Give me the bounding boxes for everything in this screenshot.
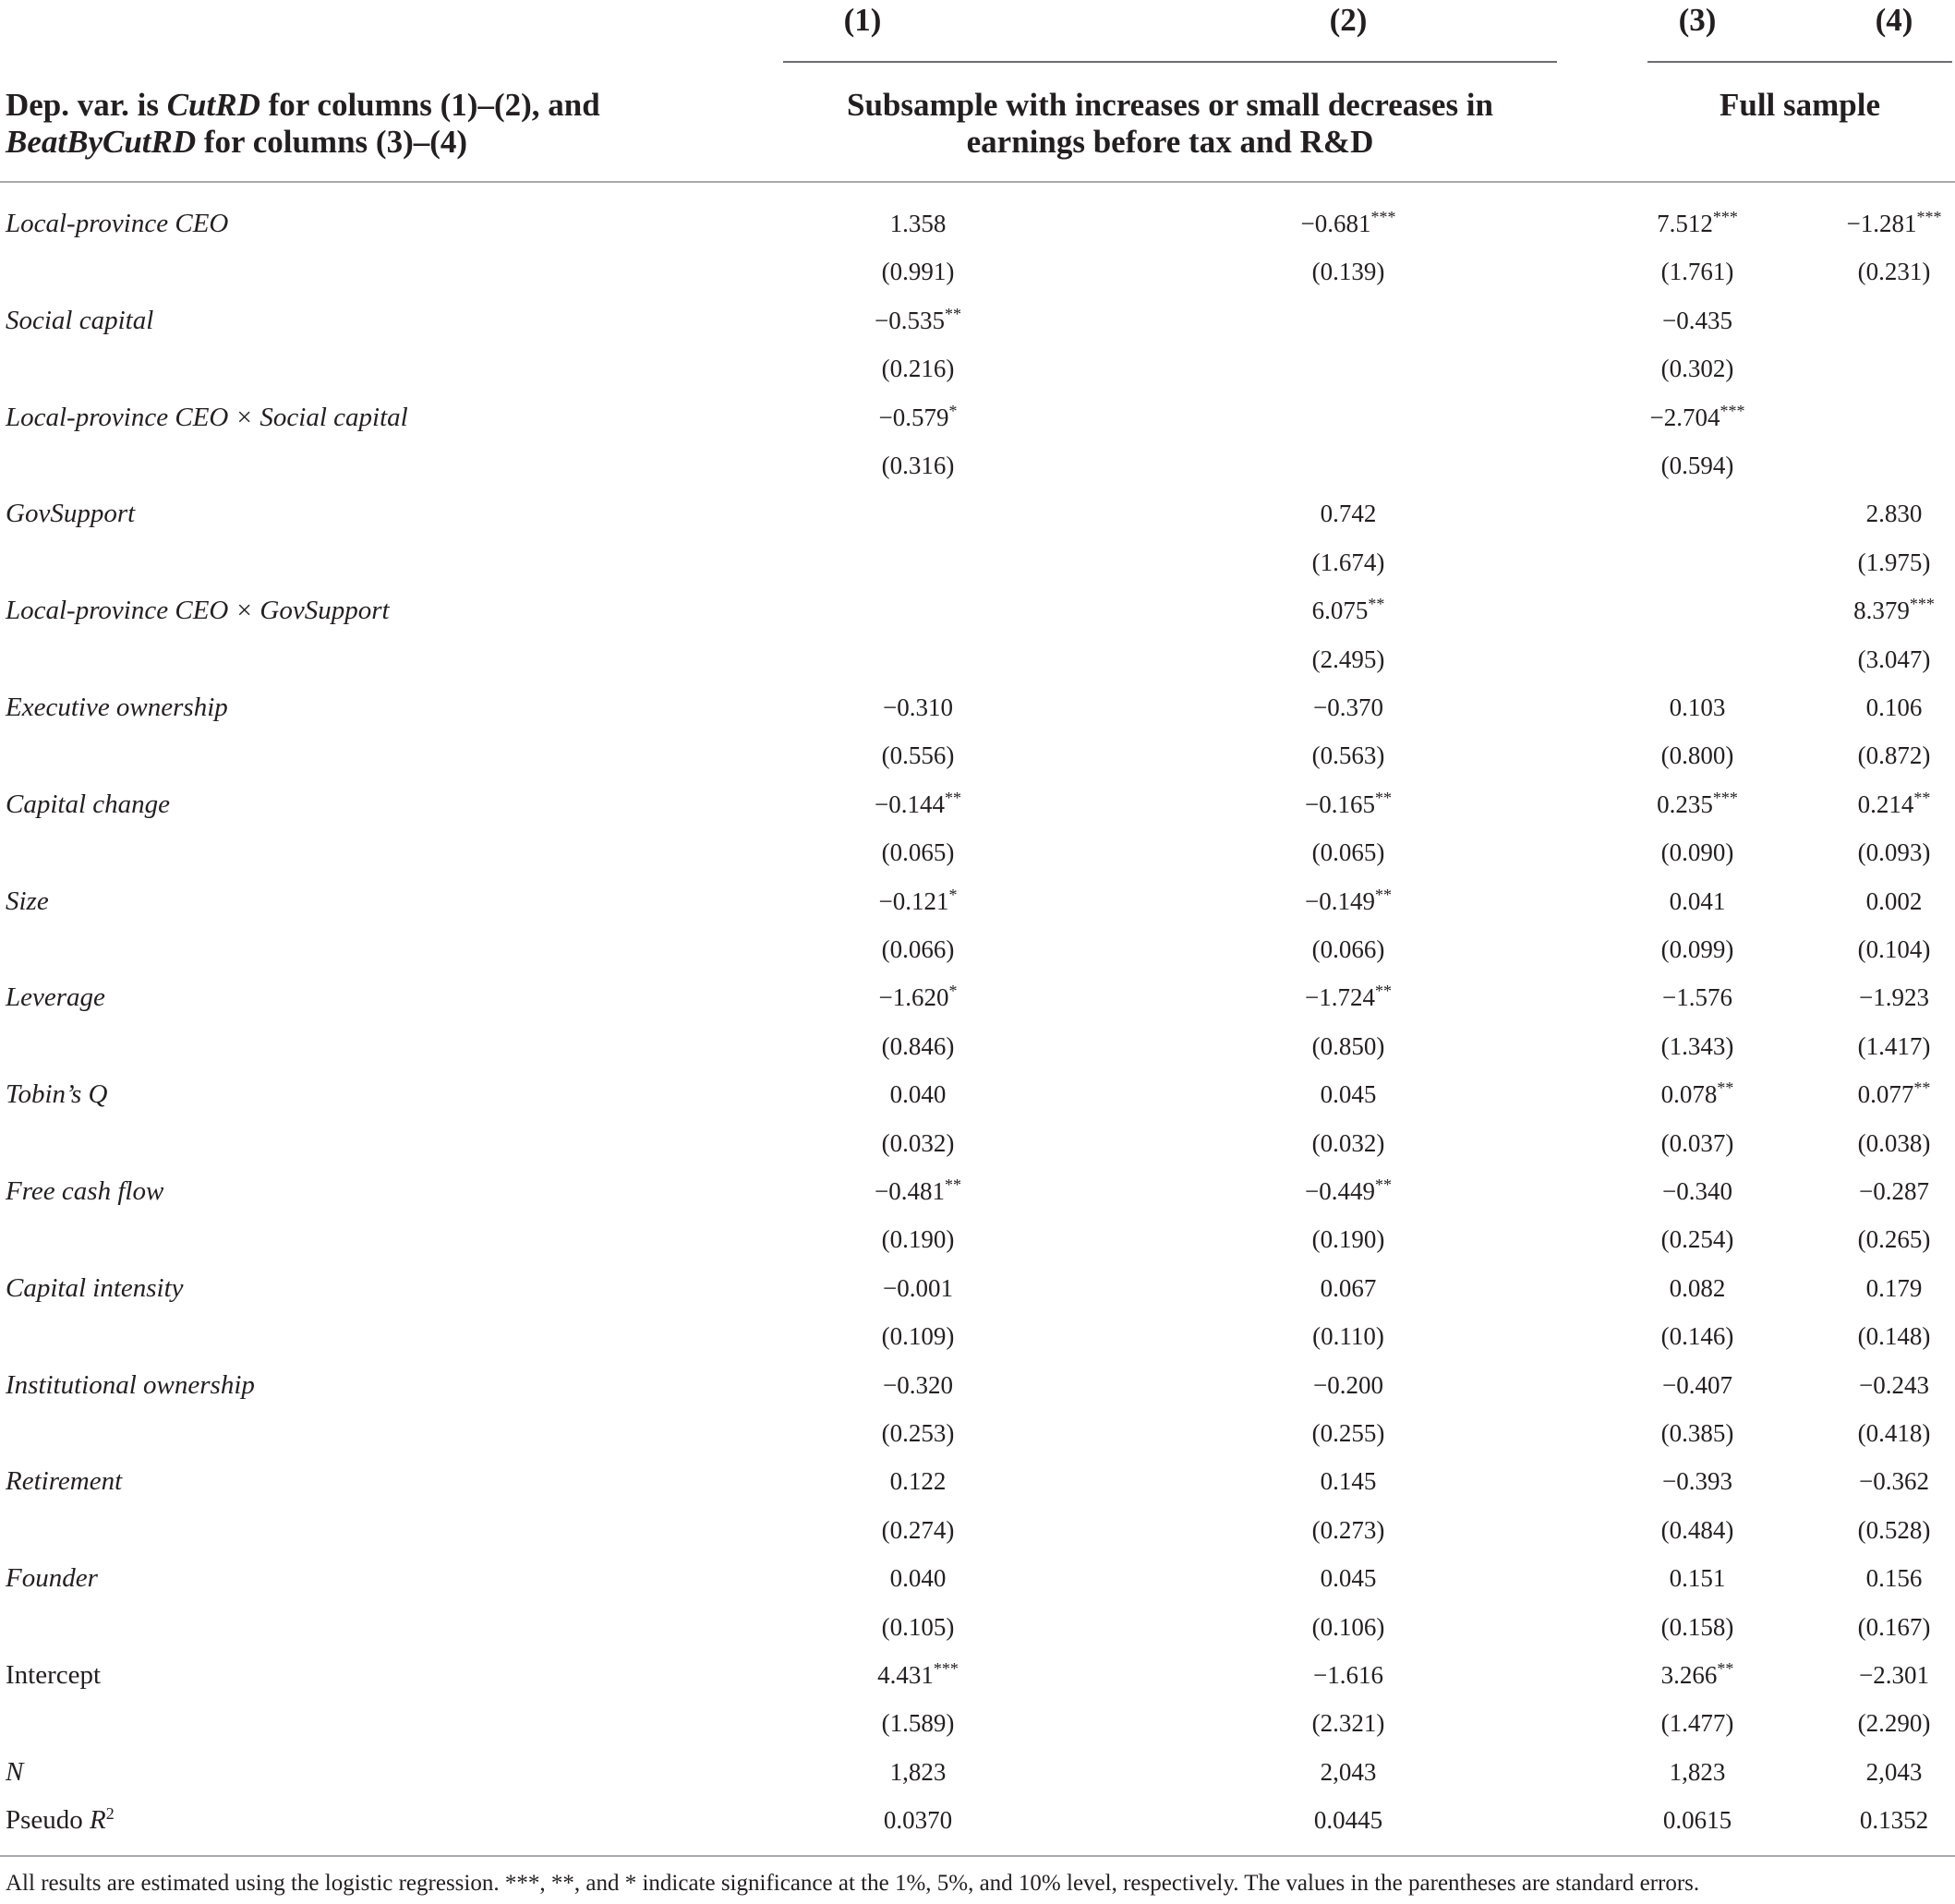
table-row	[0, 1457, 1955, 1505]
table-cell-col2: −0.149**	[1305, 885, 1392, 915]
significance-stars: ***	[1370, 208, 1396, 226]
significance-stars: **	[1717, 1659, 1734, 1678]
table-cell-col1: (0.105)	[881, 1612, 955, 1641]
table-cell-col1: −1.620*	[878, 982, 958, 1012]
row-label: Social capital	[6, 305, 154, 335]
table-row	[0, 1215, 1955, 1263]
table-cell-col1: 0.122	[889, 1467, 947, 1496]
table-row	[0, 344, 1955, 392]
table-cell-col4: (2.290)	[1857, 1709, 1931, 1738]
table-cell-col3: (1.477)	[1660, 1709, 1734, 1738]
table-cell-col4: 0.179	[1865, 1273, 1923, 1302]
table-cell-col1: 1,823	[889, 1757, 947, 1786]
table-cell-col1: (0.109)	[881, 1322, 955, 1351]
table-cell-col4: (0.528)	[1857, 1515, 1931, 1544]
table-cell-col3: 0.082	[1669, 1273, 1726, 1302]
table-cell-col3: 0.0615	[1662, 1806, 1732, 1835]
table-cell-col3: (0.158)	[1660, 1612, 1734, 1641]
table-cell-col3: (0.090)	[1660, 838, 1734, 867]
significance-stars: ***	[933, 1659, 959, 1678]
significance-stars: ***	[1916, 208, 1942, 226]
table-cell-col2: −0.200	[1313, 1370, 1383, 1399]
table-row	[0, 1796, 1955, 1844]
table-cell-col4: (0.231)	[1857, 258, 1931, 286]
table-cell-col1: −0.001	[883, 1273, 953, 1302]
table-row	[0, 877, 1955, 925]
row-label: Founder	[6, 1563, 98, 1594]
table-cell-col3: 1,823	[1669, 1757, 1726, 1786]
table-cell-col4: 2.830	[1865, 500, 1923, 528]
table-cell-col1: 1.358	[889, 210, 947, 237]
group-title-subsample: Subsample with increases or small decreases in earnings before tax and R&D	[846, 87, 1494, 160]
table-cell-col3: (1.343)	[1660, 1031, 1734, 1060]
significance-stars: **	[1913, 1079, 1931, 1098]
table-cell-col3: 3.266**	[1660, 1659, 1734, 1689]
table-cell-col3: (0.594)	[1660, 452, 1734, 479]
column-number-2: (2)	[1329, 2, 1368, 38]
table-row	[0, 586, 1955, 634]
significance-stars: ***	[1712, 788, 1738, 807]
table-cell-col2: 0.0445	[1313, 1806, 1383, 1835]
table-cell-col4: (3.047)	[1857, 645, 1931, 673]
table-row	[0, 1312, 1955, 1360]
row-label: Leverage	[6, 982, 105, 1013]
table-cell-col3: (0.484)	[1660, 1515, 1734, 1544]
significance-stars: **	[1913, 788, 1931, 807]
table-cell-col2: 0.742	[1320, 500, 1377, 528]
table-cell-col4: −2.301	[1859, 1661, 1929, 1689]
table-row	[0, 1070, 1955, 1118]
row-label: Local-province CEO × GovSupport	[6, 596, 390, 626]
row-label: Capital intensity	[6, 1272, 184, 1303]
row-label: N	[6, 1756, 24, 1787]
table-cell-col1: (0.846)	[881, 1031, 955, 1060]
row-label: Local-province CEO	[6, 209, 229, 238]
table-cell-col2: (0.032)	[1311, 1128, 1385, 1157]
significance-stars: **	[1374, 1175, 1392, 1194]
table-cell-col4: −1.281***	[1846, 208, 1942, 237]
significance-stars: **	[944, 1175, 961, 1194]
table-cell-col3: −0.393	[1662, 1467, 1732, 1496]
significance-stars: **	[1368, 595, 1385, 614]
table-cell-col4: −0.243	[1859, 1370, 1929, 1399]
table-cell-col1: (0.065)	[881, 838, 955, 867]
table-row	[0, 1506, 1955, 1554]
table-cell-col4: −0.362	[1859, 1467, 1929, 1496]
table-row	[0, 1409, 1955, 1457]
table-cell-col1: −0.579*	[878, 401, 958, 431]
table-cell-col3: 7.512***	[1657, 208, 1738, 237]
table-cell-col1: 4.431***	[877, 1659, 959, 1689]
table-cell-col3: 0.151	[1669, 1564, 1726, 1593]
significance-stars: **	[1717, 1079, 1734, 1098]
table-cell-col4: (0.148)	[1857, 1322, 1931, 1351]
table-row	[0, 925, 1955, 973]
table-cell-col1: −0.535**	[875, 304, 961, 334]
table-cell-col2: −0.165**	[1305, 788, 1392, 818]
table-cell-col1: (0.991)	[881, 258, 955, 286]
table-cell-col2: −1.724**	[1305, 982, 1392, 1012]
table-row	[0, 1022, 1955, 1070]
table-cell-col3: (0.254)	[1660, 1225, 1734, 1254]
table-row	[0, 538, 1955, 586]
table-row	[0, 1554, 1955, 1602]
table-row	[0, 1603, 1955, 1651]
table-cell-col1: (0.190)	[881, 1225, 955, 1254]
table-row	[0, 635, 1955, 683]
table-cell-col2: 0.045	[1320, 1564, 1377, 1593]
table-cell-col2: 0.045	[1320, 1080, 1377, 1109]
row-label: Tobin’s Q	[6, 1079, 108, 1110]
group-title-full-sample: Full sample	[1719, 87, 1881, 123]
table-cell-col3: −1.576	[1662, 983, 1732, 1012]
row-label: Intercept	[6, 1660, 102, 1690]
table-cell-col3: −2.704***	[1649, 401, 1745, 431]
table-row	[0, 1651, 1955, 1699]
table-cell-col3: (0.385)	[1660, 1419, 1734, 1447]
table-cell-col1: −0.310	[883, 693, 953, 721]
table-cell-col4: (0.104)	[1857, 935, 1931, 963]
table-cell-col2: (0.066)	[1311, 935, 1385, 963]
table-cell-col2: (2.321)	[1311, 1709, 1385, 1738]
table-cell-col4: (0.872)	[1857, 741, 1931, 770]
table-row	[0, 828, 1955, 876]
table-cell-col4: (0.167)	[1857, 1612, 1931, 1641]
table-cell-col1: (0.274)	[881, 1515, 955, 1544]
table-cell-col3: 0.235***	[1657, 788, 1738, 818]
significance-stars: **	[944, 304, 961, 323]
table-row	[0, 199, 1955, 247]
significance-stars: **	[944, 788, 961, 807]
table-cell-col2: (0.563)	[1311, 741, 1385, 770]
table-cell-col4: (0.418)	[1857, 1419, 1931, 1447]
column-number-4: (4)	[1875, 2, 1913, 38]
table-row	[0, 731, 1955, 779]
table-cell-col4: (0.038)	[1857, 1128, 1931, 1157]
table-cell-col2: (2.495)	[1311, 645, 1385, 673]
table-cell-col2: (0.273)	[1311, 1515, 1385, 1544]
table-cell-col3: (0.800)	[1660, 741, 1734, 770]
table-cell-col4: 0.1352	[1859, 1806, 1929, 1835]
table-cell-col2: 6.075**	[1311, 595, 1385, 625]
table-row	[0, 247, 1955, 295]
table-row	[0, 1167, 1955, 1215]
table-cell-col2: (0.139)	[1311, 258, 1385, 286]
row-label: GovSupport	[6, 499, 136, 529]
row-label: Free cash flow	[6, 1176, 164, 1206]
table-cell-col1: −0.320	[883, 1370, 953, 1399]
row-label: Retirement	[6, 1466, 123, 1497]
significance-stars: **	[1374, 885, 1392, 904]
row-label: Pseudo $R^2$	[6, 1804, 115, 1836]
table-cell-col1: −0.481**	[875, 1175, 961, 1205]
table-cell-col3: 0.078**	[1660, 1079, 1734, 1109]
table-cell-col4: (0.265)	[1857, 1225, 1931, 1254]
table-cell-col3: 0.103	[1669, 693, 1726, 721]
table-cell-col4: (1.975)	[1857, 548, 1931, 576]
table-row	[0, 1264, 1955, 1312]
table-cell-col1: (0.032)	[881, 1128, 955, 1157]
table-cell-col1: 0.040	[889, 1564, 947, 1593]
table-cell-col2: (0.106)	[1311, 1612, 1385, 1641]
row-label: Local-province CEO × Social capital	[6, 402, 408, 432]
table-cell-col4: 0.156	[1865, 1564, 1923, 1593]
table-row	[0, 393, 1955, 441]
table-row	[0, 1699, 1955, 1747]
table-cell-col1: (1.589)	[881, 1709, 955, 1738]
spanner-rule-group1	[783, 61, 1557, 63]
significance-stars: ***	[1909, 595, 1935, 614]
table-cell-col1: (0.066)	[881, 935, 955, 963]
table-cell-col2: 0.145	[1320, 1467, 1377, 1496]
significance-stars: *	[948, 401, 958, 420]
table-cell-col1: (0.556)	[881, 741, 955, 770]
table-cell-col4: −0.287	[1859, 1177, 1929, 1205]
table-cell-col2: (0.190)	[1311, 1225, 1385, 1254]
table-cell-col4: 2,043	[1865, 1757, 1923, 1786]
table-footnote: All results are estimated using the logistic regression. ***, **, and * indicate significance at the 1%, 5%, and 10% level, respectively. The values in the parentheses are standard errors.	[6, 1871, 1700, 1896]
table-cell-col2: (1.674)	[1311, 548, 1385, 576]
column-number-3: (3)	[1678, 2, 1717, 38]
table-bottom-rule	[0, 1855, 1955, 1857]
row-label: Size	[6, 886, 49, 916]
table-cell-col3: −0.435	[1662, 306, 1732, 334]
table-cell-col4: 0.002	[1865, 886, 1923, 915]
table-row	[0, 780, 1955, 828]
dependent-variable-note: Dep. var. is CutRD for columns (1)–(2), and BeatByCutRD for columns (3)–(4)	[6, 87, 600, 160]
significance-stars: ***	[1720, 401, 1745, 420]
significance-stars: *	[948, 982, 958, 1001]
table-cell-col4: (0.093)	[1857, 838, 1931, 867]
table-cell-col1: (0.216)	[881, 355, 955, 383]
table-cell-col2: (0.110)	[1312, 1322, 1384, 1351]
table-cell-col2: (0.255)	[1311, 1419, 1385, 1447]
table-row	[0, 683, 1955, 731]
table-cell-col2: 2,043	[1320, 1757, 1377, 1786]
table-cell-col1: 0.0370	[883, 1806, 953, 1835]
table-row	[0, 1748, 1955, 1796]
significance-stars: **	[1374, 982, 1392, 1001]
row-label: Institutional ownership	[6, 1369, 255, 1400]
table-cell-col4: 0.214**	[1857, 788, 1931, 818]
table-cell-col3: 0.041	[1669, 886, 1726, 915]
table-cell-col2: −0.449**	[1305, 1175, 1392, 1205]
row-label: Capital change	[6, 789, 171, 819]
table-cell-col4: (1.417)	[1857, 1031, 1931, 1060]
column-number-1: (1)	[843, 2, 882, 38]
table-cell-col3: (1.761)	[1660, 258, 1734, 286]
table-row	[0, 1119, 1955, 1167]
table-row	[0, 1361, 1955, 1409]
table-row	[0, 296, 1955, 344]
table-cell-col2: −0.681***	[1300, 208, 1396, 237]
table-cell-col3: −0.340	[1662, 1177, 1732, 1205]
table-row	[0, 973, 1955, 1021]
table-row	[0, 489, 1955, 537]
table-cell-col1: (0.316)	[881, 452, 955, 479]
table-cell-col3: (0.146)	[1660, 1322, 1734, 1351]
spanner-rule-group2	[1647, 61, 1952, 63]
significance-stars: ***	[1712, 208, 1738, 226]
significance-stars: *	[948, 885, 958, 904]
table-cell-col3: (0.302)	[1660, 355, 1734, 383]
table-cell-col1: (0.253)	[881, 1419, 955, 1447]
significance-stars: **	[1374, 788, 1392, 807]
table-cell-col2: −0.370	[1313, 693, 1383, 721]
table-cell-col4: 0.106	[1865, 693, 1923, 721]
table-row	[0, 441, 1955, 489]
table-cell-col3: (0.037)	[1660, 1128, 1734, 1157]
table-cell-col4: 8.379***	[1853, 595, 1935, 625]
table-cell-col2: (0.850)	[1311, 1031, 1385, 1060]
table-cell-col2: −1.616	[1313, 1661, 1383, 1689]
header-bottom-rule	[0, 181, 1955, 183]
row-label: Executive ownership	[6, 693, 228, 722]
table-cell-col4: 0.077**	[1857, 1079, 1931, 1109]
table-cell-col2: (0.065)	[1311, 838, 1385, 867]
table-cell-col3: −0.407	[1662, 1370, 1732, 1399]
table-cell-col1: −0.121*	[878, 885, 958, 915]
table-cell-col2: 0.067	[1320, 1273, 1377, 1302]
table-cell-col4: −1.923	[1859, 983, 1929, 1012]
table-cell-col1: −0.144**	[875, 788, 961, 818]
table-cell-col3: (0.099)	[1660, 935, 1734, 963]
table-cell-col1: 0.040	[889, 1080, 947, 1109]
